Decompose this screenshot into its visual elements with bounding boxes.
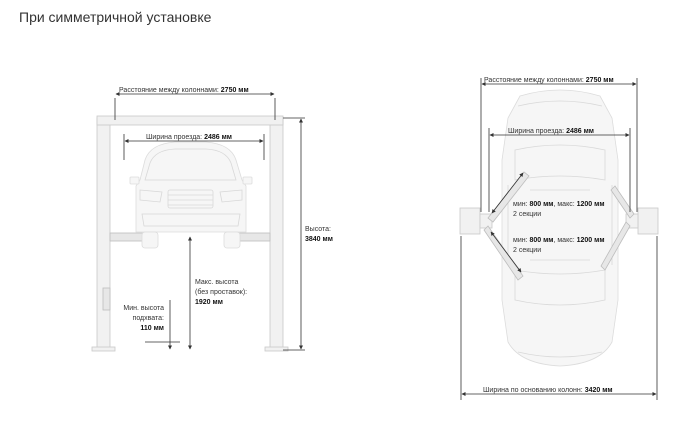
front-height-value: 3840 мм [305,236,333,243]
max-height-label-2: (без проставок): [195,289,248,296]
top-drive-width-label: Ширина проезда: 2486 мм [508,128,594,135]
front-view [92,87,333,351]
arm-lower-sections: 2 секции [513,247,542,254]
top-view [460,77,658,400]
base-width-label: Ширина по основанию колонн: 3420 мм [483,387,613,394]
max-height-value: 1920 мм [195,299,223,306]
top-left-column [460,208,480,234]
arm-upper-label: мин: 800 мм, макс: 1200 мм [513,201,605,208]
left-base [92,347,115,351]
front-column-distance-label: Расстояние между колоннами: 2750 мм [119,87,249,94]
front-drive-width-label: Ширина проезда: 2486 мм [146,134,232,141]
car-front [130,142,252,248]
max-height-label-1: Макс. высота [195,279,239,286]
arm-lower-label: мин: 800 мм, макс: 1200 мм [513,237,605,244]
right-column [270,118,283,350]
min-height-label-2: подхвата: [132,315,164,322]
page-title: При симметричной установке [19,9,212,25]
front-height-label: Высота: [305,226,331,233]
min-height-value: 110 мм [140,325,164,332]
top-column-distance-label: Расстояние между колоннами: 2750 мм [484,77,614,84]
left-motor [103,288,110,310]
top-beam [97,116,283,125]
left-column [97,118,110,350]
min-height-label-1: Мин. высота [123,305,164,312]
arm-upper-sections: 2 секции [513,211,542,218]
top-right-column [638,208,658,234]
